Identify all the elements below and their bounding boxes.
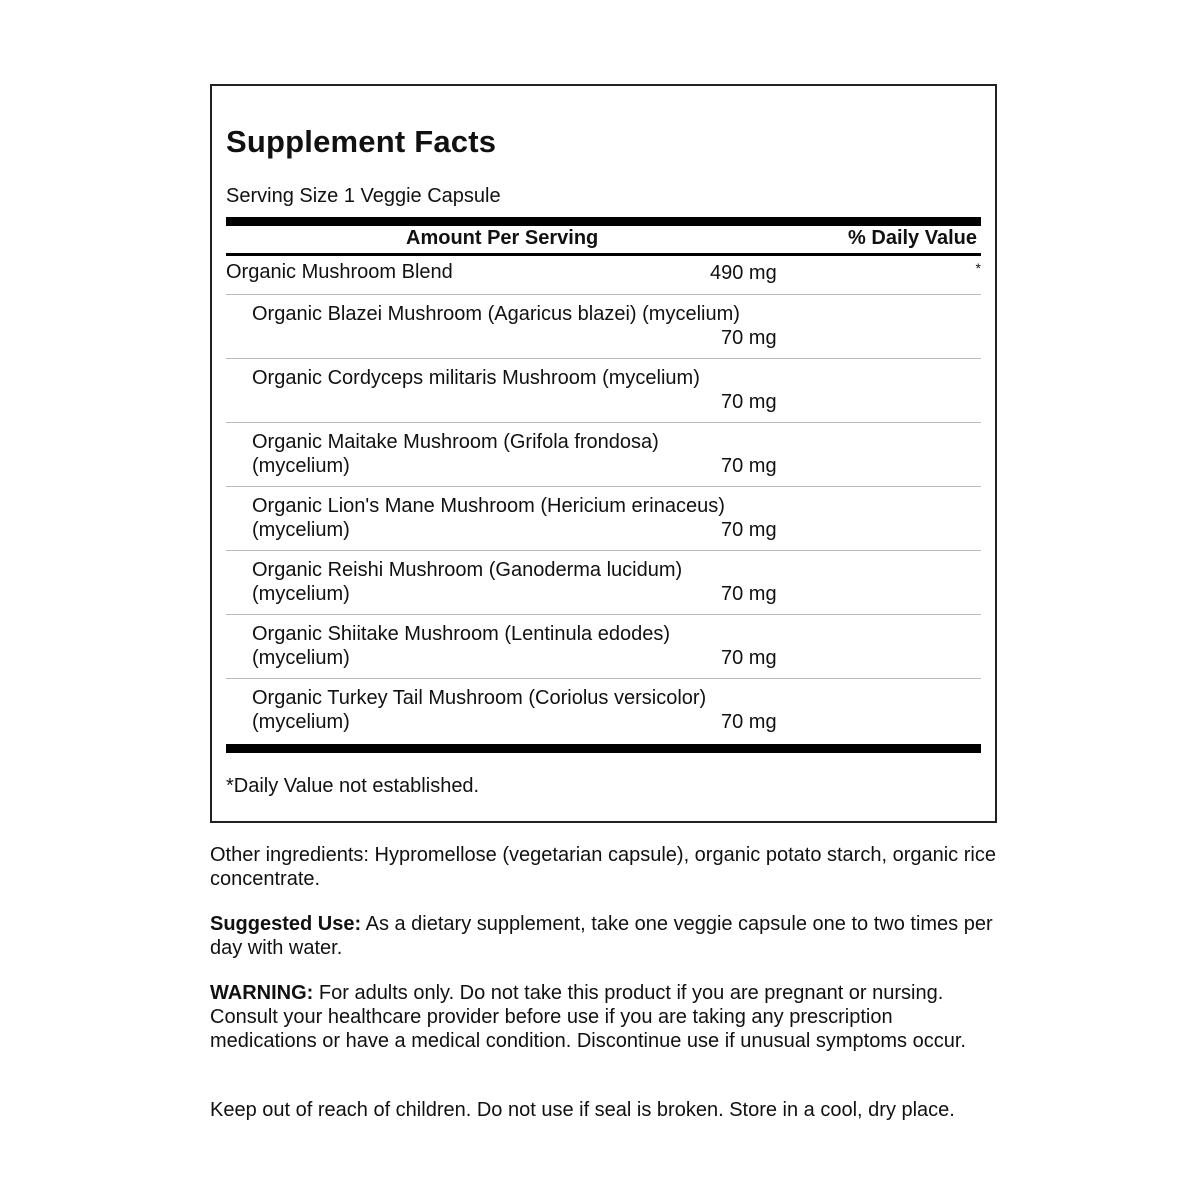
ingredient-row: [226, 359, 981, 423]
blend-name: Organic Mushroom Blend: [226, 261, 453, 283]
ingredient-row: [226, 551, 981, 615]
warning-label: WARNING:: [210, 982, 314, 1004]
table-header: [226, 227, 981, 256]
ingredient-amount: 70 mg: [721, 583, 777, 605]
ingredient-amount: 70 mg: [721, 519, 777, 541]
storage-instructions: Keep out of reach of children. Do not use if seal is broken. Store in a cool, dry place.: [210, 1099, 955, 1121]
ingredient-amount: 70 mg: [721, 391, 777, 413]
warning: [210, 981, 1000, 1053]
suggested-use-text: As a dietary supplement, take one veggie capsule one to two times per day with water.: [210, 913, 993, 959]
header-daily-value: % Daily Value: [848, 227, 977, 249]
ingredient-amount: 70 mg: [721, 647, 777, 669]
daily-value-footnote: *Daily Value not established.: [226, 775, 480, 797]
suggested-use-label: Suggested Use:: [210, 913, 362, 935]
blend-amount: 490 mg: [710, 262, 777, 284]
thick-divider-bottom: [226, 744, 981, 753]
warning-text: For adults only. Do not take this product if you are pregnant or nursing. Consult your healthcare provider before use if you are taking any prescription medications or have a medical condition. Discontinue use if unusual symptoms occur.: [210, 982, 966, 1052]
suggested-use: [210, 912, 1000, 960]
blend-daily-value: *: [975, 260, 981, 276]
ingredient-name: Organic Reishi Mushroom (Ganoderma lucidum) (mycelium): [252, 559, 683, 605]
panel-title: Supplement Facts: [226, 124, 497, 159]
ingredient-row: [226, 295, 981, 359]
serving-size: Serving Size 1 Veggie Capsule: [226, 185, 501, 207]
ingredient-list: [226, 295, 981, 741]
other-ingredients: Other ingredients: Hypromellose (vegetarian capsule), organic potato starch, organic rice concentrate.: [210, 844, 996, 890]
ingredient-amount: 70 mg: [721, 327, 777, 349]
ingredient-amount: 70 mg: [721, 711, 777, 733]
ingredient-name: Organic Lion's Mane Mushroom (Hericium erinaceus) (mycelium): [252, 495, 725, 541]
ingredient-name: Organic Cordyceps militaris Mushroom (mycelium): [252, 367, 700, 389]
ingredient-name: Organic Blazei Mushroom (Agaricus blazei) (mycelium): [252, 303, 740, 325]
ingredient-amount: 70 mg: [721, 455, 777, 477]
supplement-facts-panel: [210, 84, 997, 823]
ingredient-name: Organic Shiitake Mushroom (Lentinula edodes) (mycelium): [252, 623, 670, 669]
thick-divider-top: [226, 217, 981, 226]
ingredient-row: [226, 615, 981, 679]
ingredient-row: [226, 679, 981, 741]
ingredient-row: [226, 487, 981, 551]
ingredient-name: Organic Maitake Mushroom (Grifola frondosa) (mycelium): [252, 431, 659, 477]
header-amount-per-serving: Amount Per Serving: [406, 227, 599, 249]
ingredient-name: Organic Turkey Tail Mushroom (Coriolus versicolor) (mycelium): [252, 687, 707, 733]
blend-row: [226, 256, 981, 295]
ingredient-row: [226, 423, 981, 487]
